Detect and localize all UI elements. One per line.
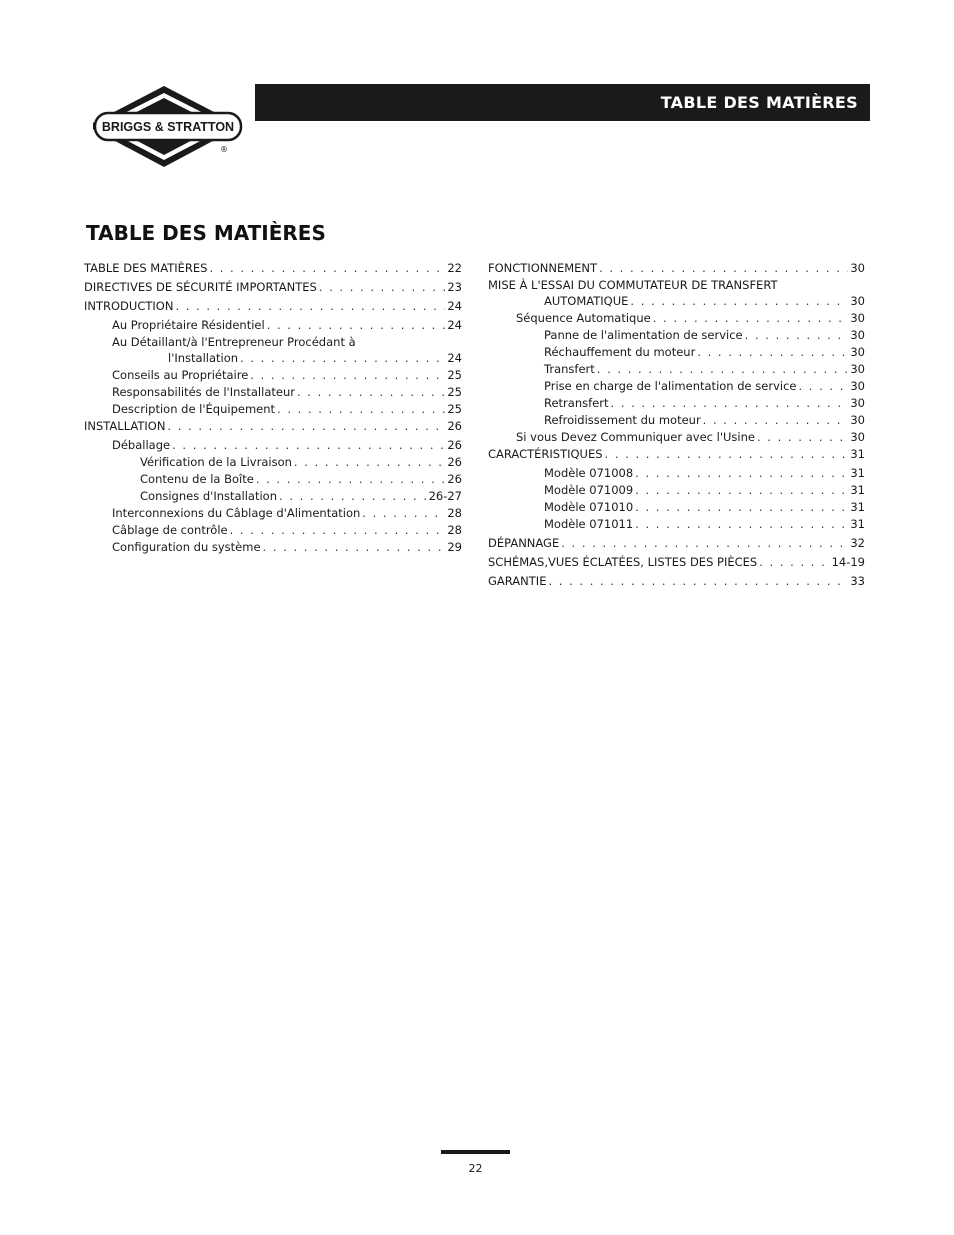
toc-entry[interactable]: Contenu de la Boîte . . . 26 bbox=[84, 471, 462, 487]
section-header-title: TABLE DES MATIÈRES bbox=[660, 93, 858, 112]
toc-entry-line[interactable]: Au Détaillant/à l'Entrepreneur Procédant à bbox=[112, 335, 356, 349]
toc-entry[interactable]: Refroidissement du moteur . . . 30 bbox=[488, 412, 865, 428]
toc-entry[interactable]: Déballage . . . 26 bbox=[84, 437, 462, 453]
toc-entry[interactable]: Modèle 071008 . . . 31 bbox=[488, 465, 865, 481]
toc-entry[interactable]: Retransfert . . . 30 bbox=[488, 395, 865, 411]
toc-entry[interactable]: Au Propriétaire Résidentiel . . . 24 bbox=[84, 317, 462, 333]
section-header-bar bbox=[255, 84, 870, 121]
registered-mark: ® bbox=[220, 145, 228, 154]
page-number: 22 bbox=[468, 1162, 483, 1175]
toc-entry[interactable]: Câblage de contrôle . . . 28 bbox=[84, 522, 462, 538]
logo-wordmark: BRIGGS & STRATTON bbox=[101, 120, 235, 134]
toc-entry[interactable]: Réchauffement du moteur . . . 30 bbox=[488, 344, 865, 360]
toc-entry[interactable]: Consignes d'Installation . . . 26-27 bbox=[84, 488, 462, 504]
briggs-stratton-logo bbox=[93, 85, 245, 169]
toc-entry[interactable]: INTRODUCTION . . . 24 bbox=[84, 298, 462, 314]
toc-entry[interactable]: FONCTIONNEMENT . . . 30 bbox=[488, 260, 865, 276]
toc-entry[interactable]: Si vous Devez Communiquer avec l'Usine . . . 30 bbox=[488, 429, 865, 445]
toc-entry[interactable]: Configuration du système . . . 29 bbox=[84, 539, 462, 555]
toc-entry[interactable]: Prise en charge de l'alimentation de service . . . 30 bbox=[488, 378, 865, 394]
toc-entry[interactable]: l'Installation . . . 24 bbox=[84, 350, 462, 366]
toc-entry[interactable]: Interconnexions du Câblage d'Alimentation . . . 28 bbox=[84, 505, 462, 521]
toc-entry[interactable]: Modèle 071010 . . . 31 bbox=[488, 499, 865, 515]
toc-entry[interactable]: INSTALLATION . . . 26 bbox=[84, 418, 462, 434]
toc-left-column bbox=[84, 260, 462, 556]
toc-entry[interactable]: Modèle 071009 . . . 31 bbox=[488, 482, 865, 498]
toc-entry-line[interactable]: MISE À L'ESSAI DU COMMUTATEUR DE TRANSFERT bbox=[488, 278, 778, 292]
toc-entry[interactable]: CARACTÉRISTIQUES . . . 31 bbox=[488, 446, 865, 462]
toc-entry[interactable]: Conseils au Propriétaire . . . 25 bbox=[84, 367, 462, 383]
toc-entry[interactable]: SCHÉMAS,VUES ÉCLATÉES, LISTES DES PIÈCES . . . 14-19 bbox=[488, 554, 865, 570]
footer-bar bbox=[441, 1150, 510, 1154]
toc-entry[interactable]: Séquence Automatique . . . 30 bbox=[488, 310, 865, 326]
toc-entry[interactable]: Vérification de la Livraison . . . 26 bbox=[84, 454, 462, 470]
toc-right-column bbox=[488, 260, 865, 590]
toc-entry[interactable]: Description de l'Équipement . . . 25 bbox=[84, 401, 462, 417]
toc-entry[interactable]: GARANTIE . . . 33 bbox=[488, 573, 865, 589]
toc-entry[interactable]: Responsabilités de l'Installateur . . . 25 bbox=[84, 384, 462, 400]
toc-entry[interactable]: Modèle 071011 . . . 31 bbox=[488, 516, 865, 532]
logo-graphic bbox=[93, 85, 245, 169]
toc-entry[interactable]: AUTOMATIQUE . . . 30 bbox=[488, 293, 865, 309]
toc-entry[interactable]: DIRECTIVES DE SÉCURITÉ IMPORTANTES . . . 23 bbox=[84, 279, 462, 295]
toc-entry[interactable]: Panne de l'alimentation de service . . . 30 bbox=[488, 327, 865, 343]
toc-entry[interactable]: DÉPANNAGE . . . 32 bbox=[488, 535, 865, 551]
toc-entry[interactable]: TABLE DES MATIÈRES . . . 22 bbox=[84, 260, 462, 276]
page-title: TABLE DES MATIÈRES bbox=[86, 221, 326, 245]
toc-entry[interactable]: Transfert . . . 30 bbox=[488, 361, 865, 377]
